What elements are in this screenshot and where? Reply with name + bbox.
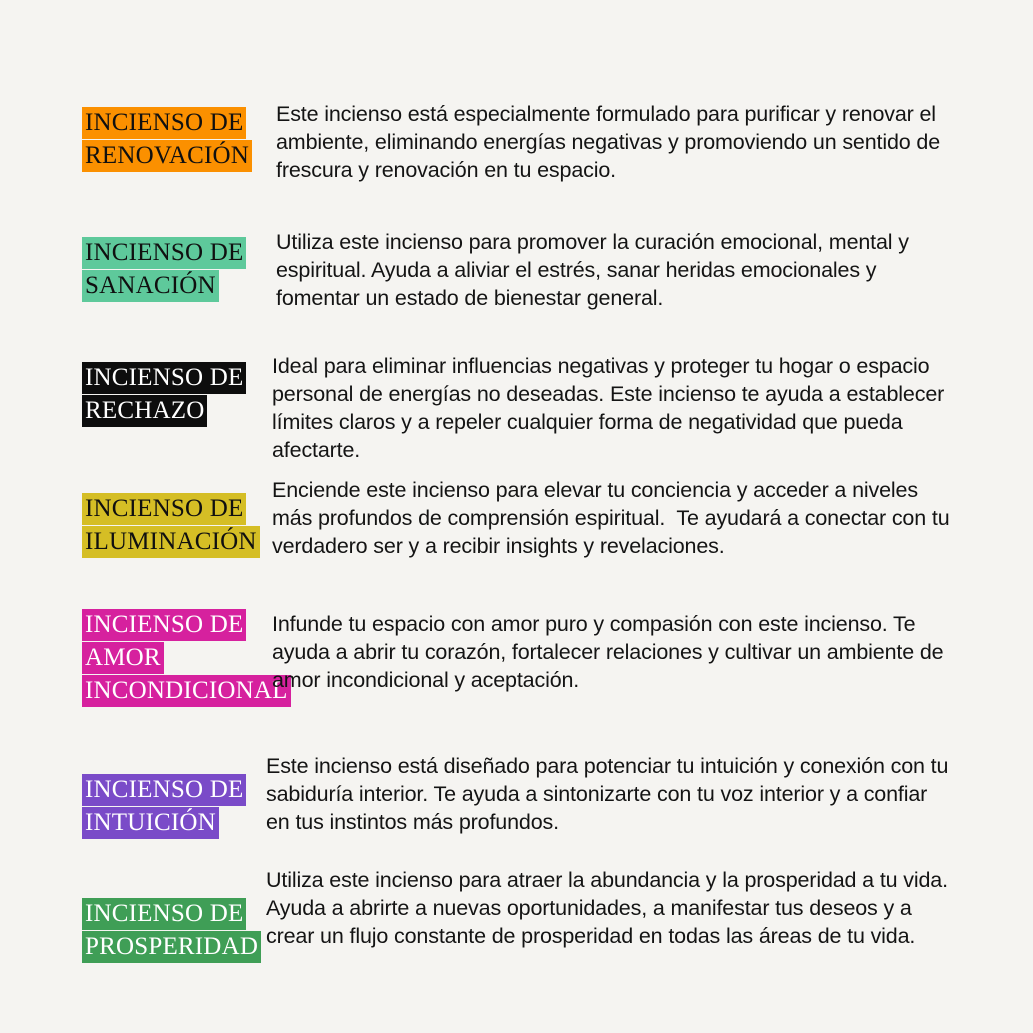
label-line: INTUICIÓN (82, 807, 219, 839)
incense-label-prosperidad (82, 897, 277, 963)
incense-label-text (82, 608, 288, 707)
incense-description-sanacion: Utiliza este incienso para promover la curación emocional, mental y espiritual. Ayuda a aliviar el estrés, sanar heridas emocionales y fomentar un estado de bienestar general. (276, 230, 915, 310)
label-line: AMOR (82, 642, 164, 674)
label-line: ILUMINACIÓN (82, 526, 260, 558)
incense-label-text (82, 361, 277, 427)
incense-description-intuicion: Este incienso está diseñado para potenciar tu intuición y conexión con tu sabiduría interior. Te ayuda a sintonizarte con tu voz interior y a confiar en tus instintos más profundos. (266, 754, 955, 834)
label-line: PROSPERIDAD (82, 931, 261, 963)
incense-label-renovacion (82, 106, 277, 172)
label-line: RENOVACIÓN (82, 140, 252, 172)
label-line: INCIENSO DE (82, 609, 246, 641)
incense-description-amor-incondicional: Infunde tu espacio con amor puro y compasión con este incienso. Te ayuda a abrir tu corazón, fortalecer relaciones y cultivar un ambiente de amor incondicional y aceptación. (272, 612, 950, 692)
label-line: INCONDICIONAL (82, 675, 291, 707)
incense-label-text (82, 106, 277, 172)
incense-description-iluminacion: Enciende este incienso para elevar tu conciencia y acceder a niveles más profundos de comprensión espiritual. Te ayudará a conectar con tu verdadero ser y a recibir insights y revelaciones. (272, 478, 956, 558)
incense-label-intuicion (82, 773, 277, 839)
label-line: INCIENSO DE (82, 362, 246, 394)
incense-description-renovacion: Este incienso está especialmente formulado para purificar y renovar el ambiente, eliminando energías negativas y promoviendo un sentido de frescura y renovación en tu espacio. (276, 102, 946, 182)
incense-label-rechazo (82, 361, 277, 427)
label-line: INCIENSO DE (82, 774, 246, 806)
incense-label-text (82, 897, 277, 963)
label-line: INCIENSO DE (82, 493, 246, 525)
label-line: INCIENSO DE (82, 107, 246, 139)
incense-label-text (82, 492, 277, 558)
incense-label-iluminacion (82, 492, 277, 558)
label-line: SANACIÓN (82, 270, 219, 302)
label-line: INCIENSO DE (82, 237, 246, 269)
incense-description-rechazo: Ideal para eliminar influencias negativas y proteger tu hogar o espacio personal de energías no deseadas. Este incienso te ayuda a establecer límites claros y a repeler cualquier forma de negatividad que pueda afectarte. (272, 354, 950, 462)
label-line: INCIENSO DE (82, 898, 246, 930)
incense-description-prosperidad: Utiliza este incienso para atraer la abundancia y la prosperidad a tu vida. Ayuda a abrirte a nuevas oportunidades, a manifestar tus deseos y a crear un flujo constante de prosperidad en todas las áreas de tu vida. (266, 868, 953, 948)
incense-label-sanacion (82, 236, 277, 302)
label-line: RECHAZO (82, 395, 207, 427)
incense-label-amor-incondicional (82, 608, 288, 707)
incense-label-text (82, 236, 277, 302)
incense-label-text (82, 773, 277, 839)
